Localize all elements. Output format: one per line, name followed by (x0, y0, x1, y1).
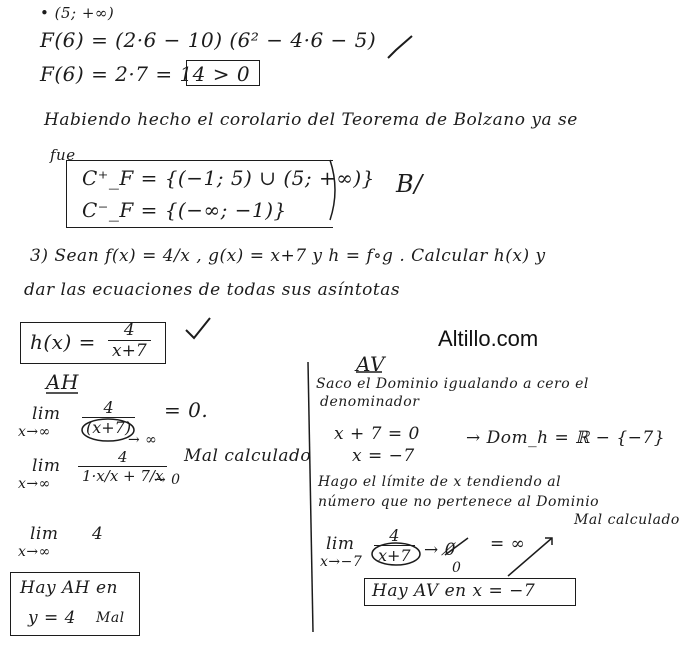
problem-3-line-2: dar las ecuaciones de todas sus asíntotas (24, 280, 401, 300)
ah-lim2-arrow: → 0 (154, 472, 181, 488)
av-text-3: Hago el límite de x tendiendo al (318, 474, 562, 490)
av-text-2: denominador (320, 394, 420, 410)
vertical-divider (308, 362, 313, 632)
av-eq-1: x + 7 = 0 (334, 424, 420, 444)
ah-lim3-num: 4 (92, 524, 104, 544)
bolzano-line-2: fue (50, 146, 76, 164)
av-lim-sub: x→−7 (320, 554, 363, 570)
ah-lim2-sub: x→∞ (18, 476, 51, 492)
h-fraction (108, 320, 151, 361)
av-teacher-comment: Mal calculado (574, 512, 680, 528)
ah-lim1-sub: x→∞ (18, 424, 51, 440)
av-lim-den: x+7 (378, 546, 411, 565)
c-plus-line: C⁺_F = {(−1; 5) ∪ (5; +∞)} (82, 166, 375, 190)
f6-line-2: F(6) = 2·7 = 14 > 0 (40, 62, 251, 86)
av-conclusion: Hay AV en x = −7 (372, 581, 536, 601)
av-eq-2: x = −7 (352, 446, 415, 466)
ah-lim3-lim: lim (30, 524, 59, 544)
av-lim-num: 4 (389, 526, 400, 545)
ah-lim1-den: (x+7) (86, 418, 132, 437)
watermark: Altillo.com (438, 326, 539, 351)
ah-lim1-lim: lim (32, 404, 61, 424)
av-lim-result: = ∞ (490, 534, 526, 554)
h-numerator: 4 (123, 320, 135, 340)
f6-line-1: F(6) = (2·6 − 10) (6² − 4·6 − 5) (40, 28, 377, 52)
av-lim-lim: lim (326, 534, 355, 554)
ah-conclusion-2: y = 4 (28, 608, 76, 628)
ah-title: AH (46, 370, 79, 394)
ah-lim2-lim: lim (32, 456, 61, 476)
f6-result-box (186, 60, 260, 86)
ah-lim2-num: 4 (117, 448, 128, 466)
ah-lim1-result: = 0. (164, 398, 209, 422)
h-lhs: h(x) = (30, 330, 96, 354)
av-lim-fraction (374, 526, 415, 565)
grade-mark: B/ (396, 170, 423, 198)
av-lim-zero: 0 (452, 560, 462, 576)
av-text-1: Saco el Dominio igualando a cero el (316, 376, 589, 392)
problem-3-line-1: 3) Sean f(x) = 4/x , g(x) = x+7 y h = f∘g . Calcular h(x) y (30, 246, 546, 266)
checkmark-2 (186, 318, 210, 338)
ah-grade-mark: Mal (96, 610, 125, 626)
h-denominator: x+7 (112, 341, 147, 361)
av-title: AV (356, 352, 385, 376)
ah-lim1-arrow: → ∞ (128, 432, 158, 448)
ah-conclusion-1: Hay AH en (20, 578, 118, 598)
ah-lim1-num: 4 (103, 398, 114, 417)
av-lim-arrow: → 0̸ (424, 540, 456, 560)
ah-lim2-den: 1·x/x + 7/x (82, 467, 164, 485)
ah-teacher-comment: Mal calculado (184, 446, 312, 466)
av-text-4: número que no pertenece al Dominio (318, 494, 600, 510)
checkmark-1 (388, 36, 412, 58)
interval-line: • (5; +∞) (40, 4, 115, 22)
av-domain: → Dom_h = ℝ − {−7} (466, 428, 666, 448)
ah-lim3-sub: x→∞ (18, 544, 51, 560)
c-minus-line: C⁻_F = {(−∞; −1)} (82, 198, 287, 222)
bolzano-line-1: Habiendo hecho el corolario del Teorema de Bolzano ya se (44, 110, 578, 130)
